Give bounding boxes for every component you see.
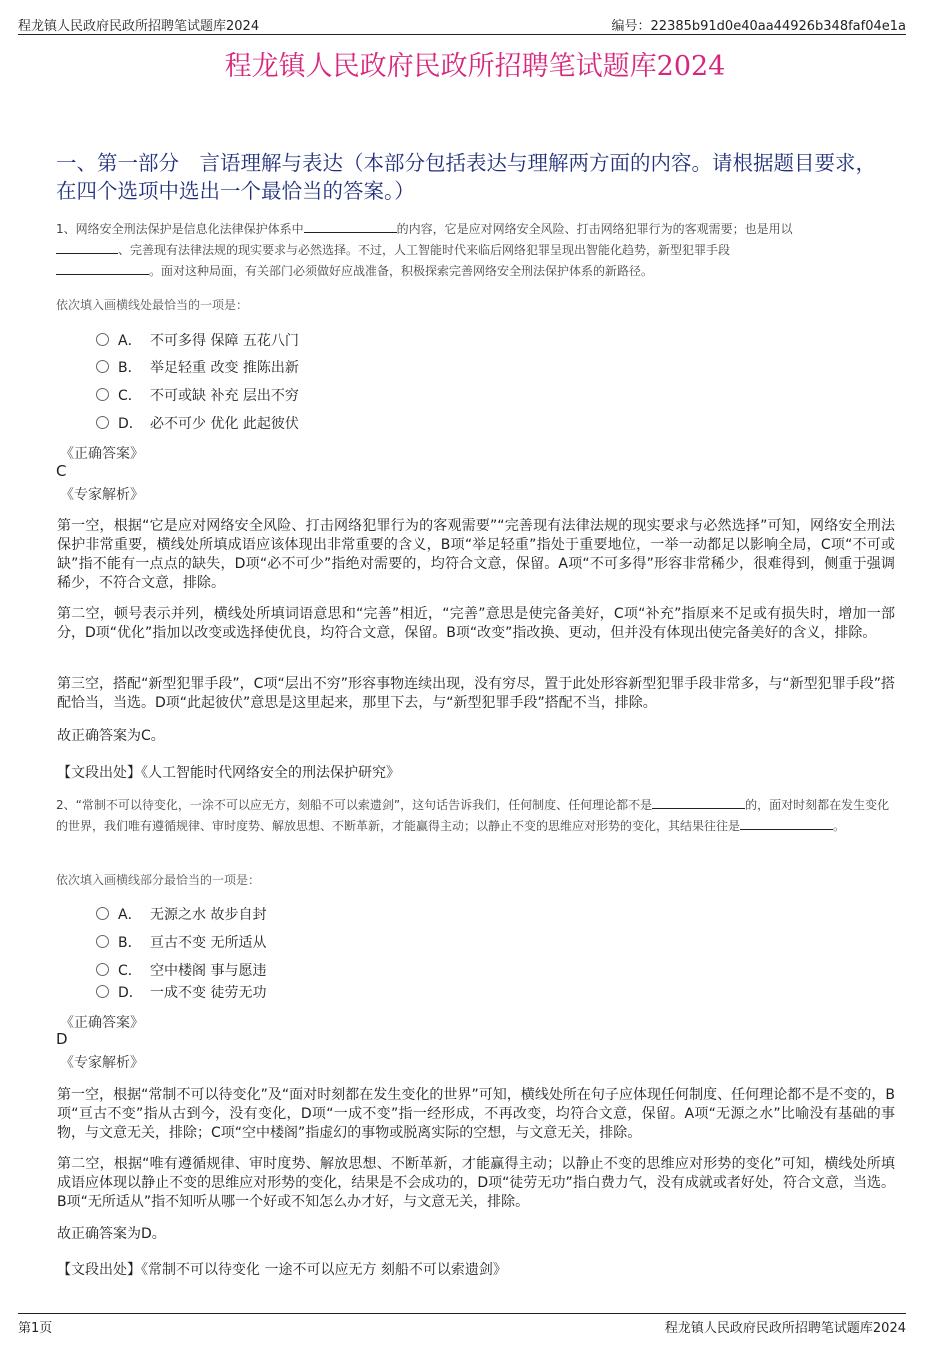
q1-option-a[interactable] [96,330,299,350]
q2-option-a[interactable] [96,904,266,924]
document-title: 程龙镇人民政府民政所招聘笔试题库2024 [224,51,726,82]
blank-line [56,242,118,254]
question-text-segment: 1、网络安全刑法保护是信息化法律保护体系中 [56,222,304,236]
question-text-segment: 的，面对时刻都在发生变化的世界，我们唯有遵循规律、审时度势、解放思想、不断革新，才能赢得主动；以静止不变的思维应对形势的变化，其结果往往是 [56,798,890,833]
q2-option-c[interactable] [96,960,266,980]
q1-option-c[interactable] [96,385,299,405]
radio-icon[interactable] [96,333,109,346]
analysis-conclusion: 故正确答案为C。 [57,728,165,744]
analysis-label: 《专家解析》 [60,1055,144,1071]
option-letter: A． [118,333,142,349]
option-text: 必不可少 优化 此起彼伏 [150,416,299,432]
question-2-text [56,795,898,837]
answer-value: C [56,462,67,480]
radio-icon[interactable] [96,388,109,401]
question-text-segment: 。 [833,819,846,833]
analysis-paragraph: 第一空，根据“它是应对网络安全风险、打击网络犯罪行为的客观需要”“完善现有法律法规的现实要求与必然选择”可知，网络安全刑法保护非常重要，横线处所填成语应该体现出非常重要的含义，B项“举足轻重”指处于重要地位，一举一动都足以影响全局，C项“不可或缺”指不能有一点点的缺失，D项“必不可少”指绝对需要的，均符合文意，保留。A项“不可多得”形容非常稀少，很难得到，侧重于强调稀少，不符合文意，排除。 [57,518,895,591]
q2-option-b[interactable] [96,932,266,952]
q2-option-d[interactable] [96,982,266,1002]
header-title: 程龙镇人民政府民政所招聘笔试题库2024 [18,19,260,34]
radio-icon[interactable] [96,907,109,920]
question-text-segment: 、完善现有法律法规的现实要求与必然选择。不过，人工智能时代来临后网络犯罪呈现出智能化趋势，新型犯罪手段 [118,243,731,257]
q1-option-d[interactable] [96,413,299,433]
answer-label: 《正确答案》 [60,446,144,462]
option-letter: D． [118,416,143,432]
answer-value: D [56,1030,68,1048]
question-2-instruction: 依次填入画横线部分最恰当的一项是： [56,873,261,887]
question-1-text [56,219,898,282]
radio-icon[interactable] [96,963,109,976]
option-text: 一成不变 徒劳无功 [150,985,267,1001]
option-text: 举足轻重 改变 推陈出新 [150,360,299,376]
source-citation [57,1259,507,1279]
q1-option-b[interactable] [96,357,299,377]
analysis-conclusion: 故正确答案为D。 [57,1226,166,1242]
option-letter: D． [118,985,143,1001]
option-text: 不可或缺 补充 层出不穷 [150,388,299,404]
question-text-segment: 。面对这种局面，有关部门必须做好应战准备，积极探索完善网络安全刑法保护体系的新路径。 [149,264,654,278]
source-label: 【文段出处】 [57,765,141,781]
blank-line [652,797,745,809]
page-footer [18,1313,906,1336]
option-text: 亘古不变 无所适从 [150,935,267,951]
option-letter: A． [118,907,142,923]
analysis-paragraph: 第二空，根据“唯有遵循规律、审时度势、解放思想、不断革新，才能赢得主动；以静止不变的思维应对形势的变化”可知，横线处所填成语应体现以静止不变的思维应对形势的变化，结果是不会成功的，D项“徒劳无功”指白费力气，没有成就或者好处，符合文意，当选。B项“无所适从”指不知听从哪一个好或不知怎么办才好，与文意无关，排除。 [57,1156,895,1210]
page-header [18,14,906,35]
source-label: 【文段出处】 [57,1262,141,1278]
header-doc-id: 编号：22385b91d0e40aa44926b348faf04e1a [611,19,906,34]
option-letter: B． [118,360,142,376]
option-text: 不可多得 保障 五花八门 [150,333,299,349]
radio-icon[interactable] [96,935,109,948]
option-letter: C． [118,388,142,404]
page-number: 第1页 [18,1321,53,1336]
analysis-label: 《专家解析》 [60,487,144,503]
blank-line [304,221,397,233]
analysis-paragraph: 第二空，顿号表示并列，横线处所填词语意思和“完善”相近，“完善”意思是使完备美好，C项“补充”指原来不足或有损失时，增加一部分，D项“优化”指加以改变或选择使优良，均符合文意，保留。B项“改变”指改换、更动，但并没有体现出使完备美好的含义，排除。 [57,606,895,641]
option-letter: B． [118,935,142,951]
radio-icon[interactable] [96,416,109,429]
answer-label: 《正确答案》 [60,1015,144,1031]
question-text-segment: 2、“常制不可以待变化，一涂不可以应无方，刻船不可以索遗剑”，这句话告诉我们，任何制度、任何理论都不是 [56,798,653,812]
question-1-instruction: 依次填入画横线处最恰当的一项是： [56,298,249,312]
radio-icon[interactable] [96,360,109,373]
analysis-paragraph: 第三空，搭配“新型犯罪手段”，C项“层出不穷”形容事物连续出现，没有穷尽，置于此处形容新型犯罪手段非常多，与“新型犯罪手段”搭配恰当，当选。D项“此起彼伏”意思是这里起来，那里下去，与“新型犯罪手段”搭配不当，排除。 [57,676,895,711]
source-citation [57,762,400,782]
option-text: 空中楼阁 事与愿违 [150,963,267,979]
source-title: 《人工智能时代网络安全的刑法保护研究》 [141,765,400,781]
section-heading: 一、第一部分 言语理解与表达（本部分包括表达与理解两方面的内容。请根据题目要求，在四个选项中选出一个最恰当的答案。） [56,151,876,203]
option-letter: C． [118,963,142,979]
option-text: 无源之水 故步自封 [150,907,267,923]
source-title: 《常制不可以待变化 一途不可以应无方 刻船不可以索遗剑》 [141,1262,507,1278]
blank-line [56,263,149,275]
question-text-segment: 的内容，它是应对网络安全风险、打击网络犯罪行为的客观需要；也是用以 [396,222,793,236]
blank-line [740,818,833,830]
radio-icon[interactable] [96,985,109,998]
analysis-paragraph: 第一空，根据“常制不可以待变化”及“面对时刻都在发生变化的世界”可知，横线处所在句子应体现任何制度、任何理论都不是不变的，B项“亘古不变”指从古到今，没有变化，D项“一成不变”指一经形成，不再改变，均符合文意，保留。A项“无源之水”比喻没有基础的事物，与文意无关，排除；C项“空中楼阁”指虚幻的事物或脱离实际的空想，与文意无关，排除。 [57,1087,895,1141]
footer-title: 程龙镇人民政府民政所招聘笔试题库2024 [664,1321,906,1336]
